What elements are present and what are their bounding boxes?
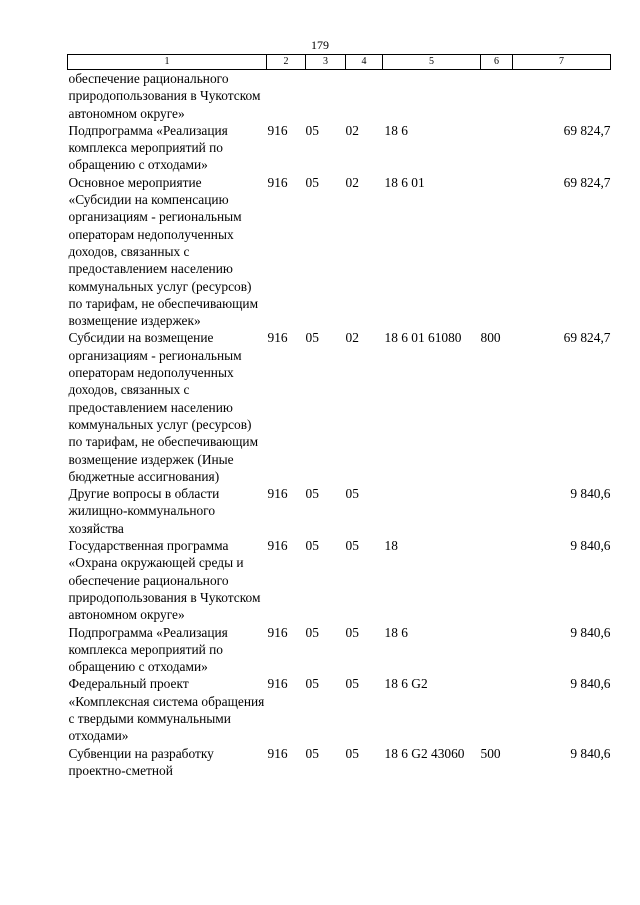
expense-type-code: 800 xyxy=(480,330,501,346)
expense-type-code xyxy=(481,537,513,623)
table-row xyxy=(68,329,611,485)
item-name: Субвенции на разработку проектно-сметной xyxy=(68,745,214,778)
subsection-code xyxy=(346,70,383,122)
subsection-code: 05 xyxy=(345,745,359,761)
table-row xyxy=(68,122,611,174)
ministry-code: 916 xyxy=(267,624,288,640)
expense-type-code xyxy=(481,122,513,174)
target-article-code xyxy=(383,485,481,537)
ministry-code: 916 xyxy=(267,676,288,692)
subsection-code: 05 xyxy=(345,486,359,502)
ministry-code: 916 xyxy=(267,486,288,502)
subsection-code: 02 xyxy=(345,330,359,346)
table-row xyxy=(68,675,611,744)
target-article-code: 18 6 xyxy=(384,122,408,138)
subsection-code: 05 xyxy=(345,624,359,640)
ministry-code: 916 xyxy=(267,745,288,761)
item-name: Субсидии на возмещение организациям - региональным операторам недополученных доходов, связанных с предоставлением населению коммунальных услуг (ресурсов) по тарифам, не обеспечивающим возмещение издержек (Иные бюджетные ассигнования) xyxy=(68,330,259,484)
table-row xyxy=(68,70,611,122)
table-row xyxy=(68,485,611,537)
table-row xyxy=(68,745,611,780)
expense-type-code xyxy=(481,70,513,122)
subsection-code: 02 xyxy=(345,174,359,190)
amount: 69 824,7 xyxy=(563,122,611,138)
amount: 9 840,6 xyxy=(570,486,611,502)
target-article-code: 18 xyxy=(384,538,398,554)
section-code: 05 xyxy=(305,174,319,190)
column-header: 7 xyxy=(513,55,611,70)
expense-type-code xyxy=(481,624,513,676)
subsection-code: 05 xyxy=(345,676,359,692)
column-header: 5 xyxy=(383,55,481,70)
item-name: Федеральный проект «Комплексная система обращения с твердыми коммунальными отходами» xyxy=(68,676,265,744)
amount: 9 840,6 xyxy=(570,745,611,761)
section-code: 05 xyxy=(305,624,319,640)
section-code: 05 xyxy=(305,676,319,692)
amount: 69 824,7 xyxy=(563,174,611,190)
column-number-header-row xyxy=(68,55,611,70)
target-article-code: 18 6 G2 xyxy=(384,676,428,692)
section-code: 05 xyxy=(305,538,319,554)
amount: 9 840,6 xyxy=(570,624,611,640)
column-header: 6 xyxy=(481,55,513,70)
budget-table xyxy=(67,54,611,779)
section-code: 05 xyxy=(305,330,319,346)
ministry-code: 916 xyxy=(267,174,288,190)
amount: 69 824,7 xyxy=(563,330,611,346)
column-header: 4 xyxy=(346,55,383,70)
expense-type-code xyxy=(481,174,513,330)
page-number: 179 xyxy=(311,38,329,52)
amount: 9 840,6 xyxy=(570,538,611,554)
target-article-code: 18 6 01 61080 xyxy=(384,330,462,346)
expense-type-code: 500 xyxy=(480,745,501,761)
column-header: 2 xyxy=(267,55,306,70)
subsection-code: 05 xyxy=(345,538,359,554)
item-name: Подпрограмма «Реализация комплекса мероприятий по обращению с отходами» xyxy=(68,624,228,675)
target-article-code: 18 6 G2 43060 xyxy=(384,745,465,761)
item-name: Государственная программа «Охрана окружающей среды и обеспечение рационального природопользования в Чукотском автономном округе» xyxy=(68,538,261,623)
subsection-code: 02 xyxy=(345,122,359,138)
item-name: обеспечение рационального природопользования в Чукотском автономном округе» xyxy=(68,71,261,121)
column-header: 1 xyxy=(68,55,267,70)
target-article-code xyxy=(383,70,481,122)
column-header: 3 xyxy=(306,55,346,70)
amount xyxy=(513,70,611,122)
item-name: Подпрограмма «Реализация комплекса мероприятий по обращению с отходами» xyxy=(68,122,228,173)
expense-type-code xyxy=(481,485,513,537)
target-article-code: 18 6 01 xyxy=(384,174,425,190)
section-code: 05 xyxy=(305,122,319,138)
expense-type-code xyxy=(481,675,513,744)
amount: 9 840,6 xyxy=(570,676,611,692)
table-row xyxy=(68,624,611,676)
item-name: Основное мероприятие «Субсидии на компенсацию организациям - региональным операторам недополученных доходов, связанных с предоставлением населению коммунальных услуг (ресурсов) по тарифам, не обеспечивающим возмещение издержек» xyxy=(68,174,259,329)
ministry-code: 916 xyxy=(267,330,288,346)
table-row xyxy=(68,537,611,623)
target-article-code: 18 6 xyxy=(384,624,408,640)
section-code: 05 xyxy=(305,486,319,502)
section-code: 05 xyxy=(305,745,319,761)
ministry-code: 916 xyxy=(267,122,288,138)
table-row xyxy=(68,174,611,330)
ministry-code: 916 xyxy=(267,538,288,554)
item-name: Другие вопросы в области жилищно-коммунального хозяйства xyxy=(68,486,220,536)
ministry-code xyxy=(267,70,306,122)
section-code xyxy=(306,70,346,122)
